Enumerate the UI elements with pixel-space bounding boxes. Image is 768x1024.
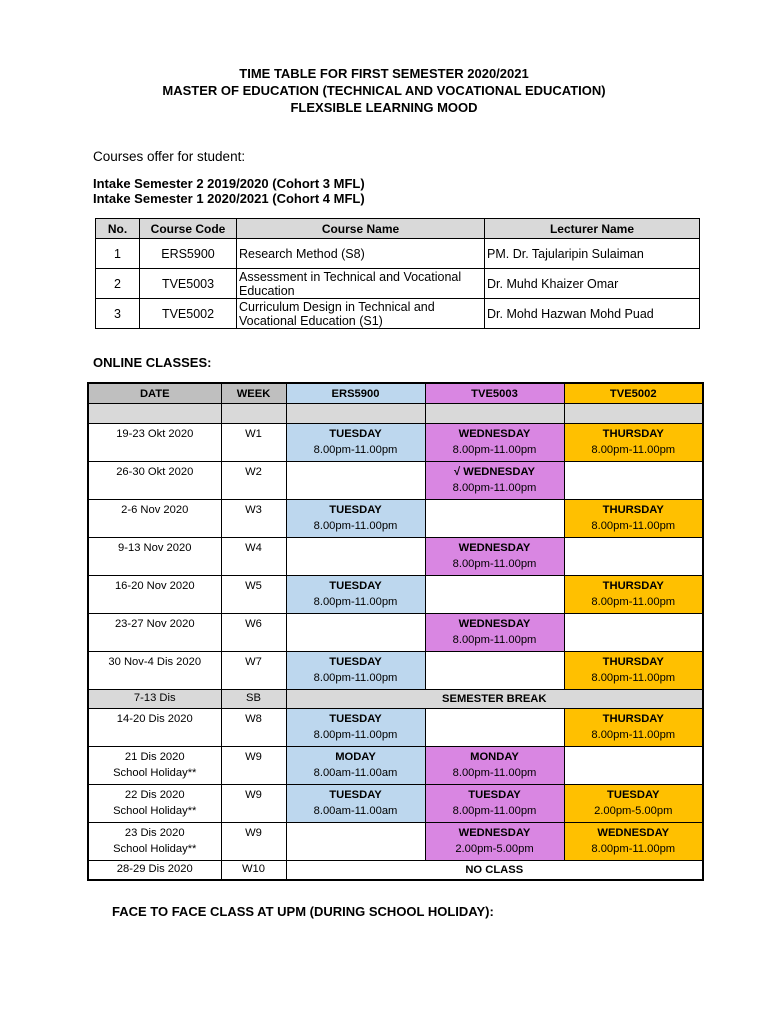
date-cell	[88, 690, 221, 709]
intake-line: Intake Semester 1 2020/2021 (Cohort 4 MFL)	[93, 191, 365, 206]
spacer-row	[88, 404, 703, 424]
date-text: 22 Dis 2020	[124, 789, 185, 801]
date-text: 14-20 Dis 2020	[116, 713, 193, 725]
ers5900-slot	[286, 652, 425, 690]
schedule-header-row	[88, 383, 703, 404]
week-cell: W9	[221, 785, 286, 823]
date-text: 2-6 Nov 2020	[121, 504, 189, 516]
tve5003-slot	[425, 538, 564, 576]
class-day: TUESDAY	[329, 428, 382, 440]
ers5900-slot	[286, 576, 425, 614]
week-cell: SB	[221, 690, 286, 709]
class-time: 8.00pm-11.00pm	[452, 805, 537, 817]
tve5003-slot	[425, 576, 564, 614]
date-text: 16-20 Nov 2020	[114, 580, 195, 592]
date-text: 9-13 Nov 2020	[118, 542, 192, 554]
course-row	[96, 299, 700, 329]
date-text: 28-29 Dis 2020	[116, 863, 193, 875]
date-cell	[88, 424, 221, 462]
schedule-row	[88, 538, 703, 576]
class-day: TUESDAY	[607, 789, 660, 801]
date-text: 23 Dis 2020	[124, 827, 185, 839]
class-time: 8.00pm-11.00pm	[591, 672, 676, 684]
class-day: WEDNESDAY	[458, 542, 531, 554]
lecturer-name: Dr. Mohd Hazwan Mohd Puad	[485, 299, 700, 329]
date-text: 7-13 Dis	[133, 692, 176, 704]
tve5002-slot	[564, 709, 703, 747]
course-row	[96, 239, 700, 269]
class-day: WEDNESDAY	[458, 618, 531, 630]
course-no: 1	[96, 239, 140, 269]
date-text: 30 Nov-4 Dis 2020	[108, 656, 202, 668]
class-day: TUESDAY	[329, 504, 382, 516]
week-cell: W2	[221, 462, 286, 500]
week-cell: W5	[221, 576, 286, 614]
class-time: 2.00pm-5.00pm	[455, 843, 534, 855]
col-header: Lecturer Name	[485, 219, 700, 239]
class-time: 8.00pm-11.00pm	[591, 596, 676, 608]
ers5900-slot	[286, 614, 425, 652]
class-day: THURSDAY	[602, 580, 664, 592]
course-code: ERS5900	[140, 239, 237, 269]
tve5002-slot	[564, 462, 703, 500]
class-time: 8.00pm-11.00pm	[313, 729, 398, 741]
ers5900-slot	[286, 500, 425, 538]
schedule-row	[88, 709, 703, 747]
class-day: THURSDAY	[602, 504, 664, 516]
class-day: WEDNESDAY	[597, 827, 670, 839]
col-header: TVE5003	[425, 383, 564, 404]
date-cell	[88, 538, 221, 576]
class-day: MONDAY	[470, 751, 519, 763]
week-cell: W4	[221, 538, 286, 576]
class-time: 2.00pm-5.00pm	[594, 805, 673, 817]
week-cell: W1	[221, 424, 286, 462]
date-cell	[88, 823, 221, 861]
class-day: TUESDAY	[329, 656, 382, 668]
date-cell	[88, 614, 221, 652]
date-cell	[88, 785, 221, 823]
col-header: WEEK	[221, 383, 286, 404]
week-cell: W10	[221, 861, 286, 881]
tve5002-slot	[564, 538, 703, 576]
merged-note: NO CLASS	[286, 861, 703, 881]
tve5003-slot	[425, 614, 564, 652]
tve5002-slot	[564, 747, 703, 785]
date-cell	[88, 462, 221, 500]
class-day: TUESDAY	[329, 580, 382, 592]
tve5003-slot	[425, 823, 564, 861]
schedule-row	[88, 747, 703, 785]
date-cell	[88, 652, 221, 690]
date-text: 26-30 Okt 2020	[116, 466, 194, 478]
holiday-note: School Holiday**	[113, 843, 197, 855]
ers5900-slot	[286, 785, 425, 823]
tve5003-slot	[425, 462, 564, 500]
schedule-row	[88, 785, 703, 823]
class-day: WEDNESDAY	[458, 428, 531, 440]
schedule-row	[88, 576, 703, 614]
ers5900-slot	[286, 823, 425, 861]
holiday-note: School Holiday**	[113, 805, 197, 817]
schedule-body	[88, 424, 703, 881]
lecturer-name: Dr. Muhd Khaizer Omar	[485, 269, 700, 299]
tve5003-slot	[425, 652, 564, 690]
class-time: 8.00pm-11.00pm	[452, 482, 537, 494]
merged-note: SEMESTER BREAK	[286, 690, 703, 709]
intro-text: Courses offer for student:	[93, 149, 246, 164]
date-text: 19-23 Okt 2020	[116, 428, 194, 440]
course-name: Research Method (S8)	[237, 239, 485, 269]
face-to-face-heading: FACE TO FACE CLASS AT UPM (DURING SCHOOL HOLIDAY):	[112, 904, 494, 919]
tve5002-slot	[564, 785, 703, 823]
class-time: 8.00am-11.00am	[313, 805, 398, 817]
class-day: WEDNESDAY	[458, 827, 531, 839]
tve5002-slot	[564, 424, 703, 462]
schedule-row	[88, 462, 703, 500]
class-day: MODAY	[335, 751, 376, 763]
schedule-row	[88, 614, 703, 652]
class-time: 8.00pm-11.00pm	[452, 444, 537, 456]
col-header: No.	[96, 219, 140, 239]
ers5900-slot	[286, 462, 425, 500]
tve5002-slot	[564, 652, 703, 690]
col-header: ERS5900	[286, 383, 425, 404]
intake-line: Intake Semester 2 2019/2020 (Cohort 3 MFL)	[93, 176, 365, 191]
class-time: 8.00pm-11.00pm	[313, 596, 398, 608]
doc-title: TIME TABLE FOR FIRST SEMESTER 2020/2021	[239, 66, 529, 81]
class-day: THURSDAY	[602, 656, 664, 668]
schedule-row	[88, 424, 703, 462]
week-cell: W7	[221, 652, 286, 690]
schedule-row	[88, 823, 703, 861]
schedule-table	[87, 382, 704, 881]
week-cell: W9	[221, 747, 286, 785]
week-cell: W9	[221, 823, 286, 861]
schedule-row	[88, 861, 703, 881]
ers5900-slot	[286, 538, 425, 576]
col-header: DATE	[88, 383, 221, 404]
schedule-row	[88, 690, 703, 709]
class-time: 8.00pm-11.00pm	[452, 634, 537, 646]
class-day: THURSDAY	[602, 428, 664, 440]
class-time: 8.00pm-11.00pm	[452, 558, 537, 570]
holiday-note: School Holiday**	[113, 767, 197, 779]
class-time: 8.00pm-11.00pm	[591, 843, 676, 855]
doc-subtitle: MASTER OF EDUCATION (TECHNICAL AND VOCATIONAL EDUCATION)	[162, 83, 606, 98]
class-time: 8.00pm-11.00pm	[591, 444, 676, 456]
tve5002-slot	[564, 576, 703, 614]
doc-subtitle-2: FLEXSIBLE LEARNING MOOD	[290, 100, 478, 115]
course-header-row	[96, 219, 700, 239]
tve5003-slot	[425, 785, 564, 823]
tve5002-slot	[564, 614, 703, 652]
schedule-row	[88, 652, 703, 690]
course-code: TVE5002	[140, 299, 237, 329]
class-time: 8.00pm-11.00pm	[313, 520, 398, 532]
course-code: TVE5003	[140, 269, 237, 299]
course-row	[96, 269, 700, 299]
class-time: 8.00pm-11.00pm	[452, 767, 537, 779]
ers5900-slot	[286, 424, 425, 462]
class-time: 8.00pm-11.00pm	[591, 520, 676, 532]
week-cell: W3	[221, 500, 286, 538]
class-time: 8.00pm-11.00pm	[591, 729, 676, 741]
tve5003-slot	[425, 709, 564, 747]
tve5002-slot	[564, 500, 703, 538]
col-header: Course Code	[140, 219, 237, 239]
tve5003-slot	[425, 424, 564, 462]
class-day: √ WEDNESDAY	[454, 466, 535, 478]
tve5002-slot	[564, 823, 703, 861]
ers5900-slot	[286, 747, 425, 785]
col-header: TVE5002	[564, 383, 703, 404]
date-text: 23-27 Nov 2020	[114, 618, 195, 630]
class-day: THURSDAY	[602, 713, 664, 725]
date-cell	[88, 500, 221, 538]
week-cell: W8	[221, 709, 286, 747]
date-cell	[88, 747, 221, 785]
course-no: 3	[96, 299, 140, 329]
date-cell	[88, 861, 221, 881]
class-time: 8.00pm-11.00pm	[313, 672, 398, 684]
lecturer-name: PM. Dr. Tajularipin Sulaiman	[485, 239, 700, 269]
class-time: 8.00am-11.00am	[313, 767, 398, 779]
date-text: 21 Dis 2020	[124, 751, 185, 763]
course-no: 2	[96, 269, 140, 299]
course-name: Assessment in Technical and Vocational Education	[237, 269, 485, 299]
class-day: TUESDAY	[329, 789, 382, 801]
ers5900-slot	[286, 709, 425, 747]
col-header: Course Name	[237, 219, 485, 239]
date-cell	[88, 576, 221, 614]
class-time: 8.00pm-11.00pm	[313, 444, 398, 456]
date-cell	[88, 709, 221, 747]
tve5003-slot	[425, 500, 564, 538]
tve5003-slot	[425, 747, 564, 785]
course-name: Curriculum Design in Technical and Vocational Education (S1)	[237, 299, 485, 329]
class-day: TUESDAY	[468, 789, 521, 801]
class-day: TUESDAY	[329, 713, 382, 725]
online-classes-heading: ONLINE CLASSES:	[93, 355, 212, 370]
week-cell: W6	[221, 614, 286, 652]
course-table	[95, 218, 700, 329]
schedule-row	[88, 500, 703, 538]
